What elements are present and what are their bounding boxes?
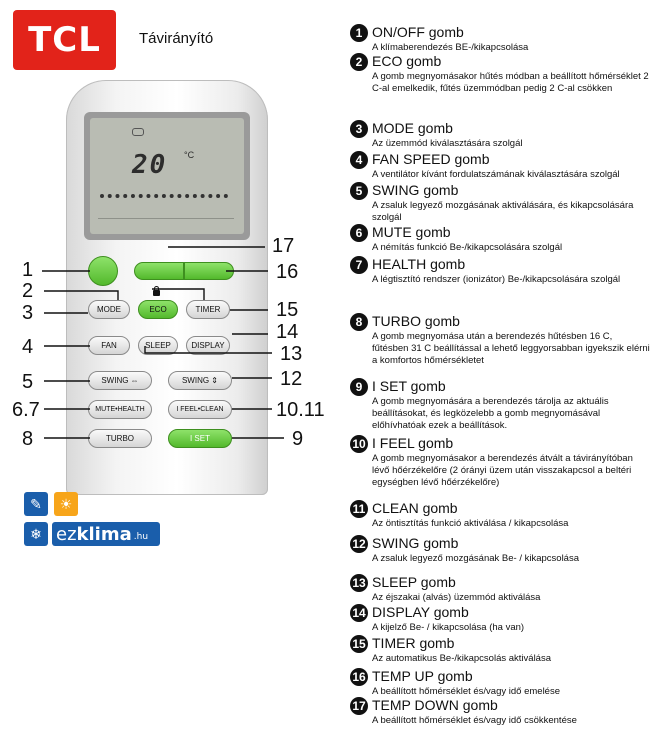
- item-number: 5: [350, 182, 368, 200]
- item-title: TIMER gomb: [372, 635, 455, 651]
- callout-16: 16: [276, 261, 299, 283]
- item-desc: A zsaluk legyező mozgásának Be- / kikapcsolása: [372, 553, 579, 564]
- callout-15: 15: [276, 299, 299, 321]
- eco-button[interactable]: ECO: [138, 300, 178, 319]
- ifeel-clean-button[interactable]: I FEEL•CLEAN: [168, 400, 232, 419]
- callout-1: 1: [22, 259, 34, 281]
- item-number: 3: [350, 120, 368, 138]
- iset-button[interactable]: I SET: [168, 429, 232, 448]
- mode-button[interactable]: MODE: [88, 300, 130, 319]
- item-title: ON/OFF gomb: [372, 24, 464, 40]
- ezklima-logo: [24, 492, 164, 556]
- item-desc: A zsaluk legyező mozgásának aktiválására, és kikapcsolására szolgál: [372, 200, 634, 223]
- callout-3: 3: [22, 302, 34, 324]
- item-title: SWING gomb: [372, 535, 459, 551]
- item-desc: A beállított hőmérséklet és/vagy idő emelése: [372, 686, 560, 697]
- turbo-button[interactable]: TURBO: [88, 429, 152, 448]
- item-title: SLEEP gomb: [372, 574, 456, 590]
- item-title: ECO gomb: [372, 53, 442, 69]
- item-desc: Az öntisztítás funkció aktiválása / kikapcsolása: [372, 518, 569, 529]
- callout-10-11: 10.11: [276, 399, 325, 421]
- item-number: 7: [350, 256, 368, 274]
- item-number: 8: [350, 313, 368, 331]
- display-button[interactable]: DISPLAY: [186, 336, 230, 355]
- callout-8: 8: [22, 428, 34, 450]
- item-desc: A gomb megnyomásakor hűtés módban a beállított hőmérséklet 2 C-al emelkedik, fűtés üzemmódban pedig 2 C-al csökken: [372, 71, 649, 94]
- item-number: 11: [350, 500, 368, 518]
- item-desc: A kijelző Be- / kikapcsolása (ha van): [372, 622, 525, 633]
- item-title: FAN SPEED gomb: [372, 151, 490, 167]
- item-desc: A némítás funkció Be-/kikapcsolására szolgál: [372, 242, 563, 253]
- item-number: 14: [350, 604, 368, 622]
- item-title: TEMP UP gomb: [372, 668, 473, 684]
- swing-right-button[interactable]: SWING ⇕: [168, 371, 232, 390]
- item-number: 12: [350, 535, 368, 553]
- item-desc: Az éjszakai (alvás) üzemmód aktiválása: [372, 592, 541, 603]
- item-number: 2: [350, 53, 368, 71]
- item-number: 13: [350, 574, 368, 592]
- sleep-button[interactable]: SLEEP: [138, 336, 178, 355]
- item-desc: A légtisztító rendszer (ionizátor) Be-/kikapcsolására szolgál: [372, 274, 621, 285]
- item-number: 9: [350, 378, 368, 396]
- callout-4: 4: [22, 336, 34, 358]
- lcd-temperature: 20: [132, 150, 168, 180]
- ezklima-wordmark: [52, 522, 160, 546]
- page-subtitle: Távirányító: [139, 30, 214, 47]
- item-desc: A ventilátor kívánt fordulatszámának kiválasztására szolgál: [372, 169, 620, 180]
- item-title: I SET gomb: [372, 378, 446, 394]
- wrench-icon: ✎: [24, 492, 48, 516]
- brand-ez: ez: [56, 523, 77, 545]
- callout-9: 9: [292, 428, 304, 450]
- item-desc: A klímaberendezés BE-/kikapcsolása: [372, 42, 529, 53]
- callout-13: 13: [280, 343, 303, 365]
- timer-button[interactable]: TIMER: [186, 300, 230, 319]
- fan-button[interactable]: FAN: [88, 336, 130, 355]
- sun-icon: ☀: [54, 492, 78, 516]
- callout-12: 12: [280, 368, 303, 390]
- callout-17: 17: [272, 235, 295, 257]
- logo-text: TCL: [28, 20, 101, 60]
- item-number: 10: [350, 435, 368, 453]
- item-number: 1: [350, 24, 368, 42]
- item-title: HEALTH gomb: [372, 256, 466, 272]
- item-title: MODE gomb: [372, 120, 453, 136]
- callout-14: 14: [276, 321, 299, 343]
- item-desc: Az üzemmód kiválasztására szolgál: [372, 138, 523, 149]
- callout-6-7: 6.7: [12, 399, 40, 421]
- item-title: DISPLAY gomb: [372, 604, 469, 620]
- item-number: 17: [350, 697, 368, 715]
- item-number: 6: [350, 224, 368, 242]
- callout-5: 5: [22, 371, 34, 393]
- item-title: MUTE gomb: [372, 224, 451, 240]
- item-number: 15: [350, 635, 368, 653]
- item-title: I FEEL gomb: [372, 435, 454, 451]
- item-desc: A gomb megnyomásakor a berendezés átvált a távirányítóban lévő hőérzékelőre (2 órányi üzem után visszakapcsol a beltéri egységben lévő hőérzékelőre): [372, 453, 633, 488]
- item-title: TURBO gomb: [372, 313, 460, 329]
- item-number: 16: [350, 668, 368, 686]
- swing-left-button[interactable]: SWING ⇔: [88, 371, 152, 390]
- item-number: 4: [350, 151, 368, 169]
- item-title: CLEAN gomb: [372, 500, 458, 516]
- item-desc: Az automatikus Be-/kikapcsolás aktiválása: [372, 653, 551, 664]
- brand-hu: .hu: [133, 532, 149, 542]
- item-desc: A gomb megnyomása után a berendezés hűtésben 16 C, fűtésben 31 C beállítással a lehető leggyorsabban igyekszik elérni a komfortos hőmérsékletet: [372, 331, 650, 366]
- mute-health-button[interactable]: MUTE•HEALTH: [88, 400, 152, 419]
- brand-klima: klima: [76, 523, 132, 545]
- item-title: TEMP DOWN gomb: [372, 697, 498, 713]
- item-title: SWING gomb: [372, 182, 459, 198]
- item-desc: A beállított hőmérséklet és/vagy idő csökkentése: [372, 715, 577, 726]
- item-desc: A gomb megnyomására a berendezés tárolja az aktuális beállításokat, és legközelebb a gomb megnyomásával előhívhatóak ezek a beállítások.: [372, 396, 609, 431]
- snowflake-icon: ❄: [24, 522, 48, 546]
- callout-2: 2: [22, 280, 34, 302]
- lcd-unit: °C: [184, 150, 195, 160]
